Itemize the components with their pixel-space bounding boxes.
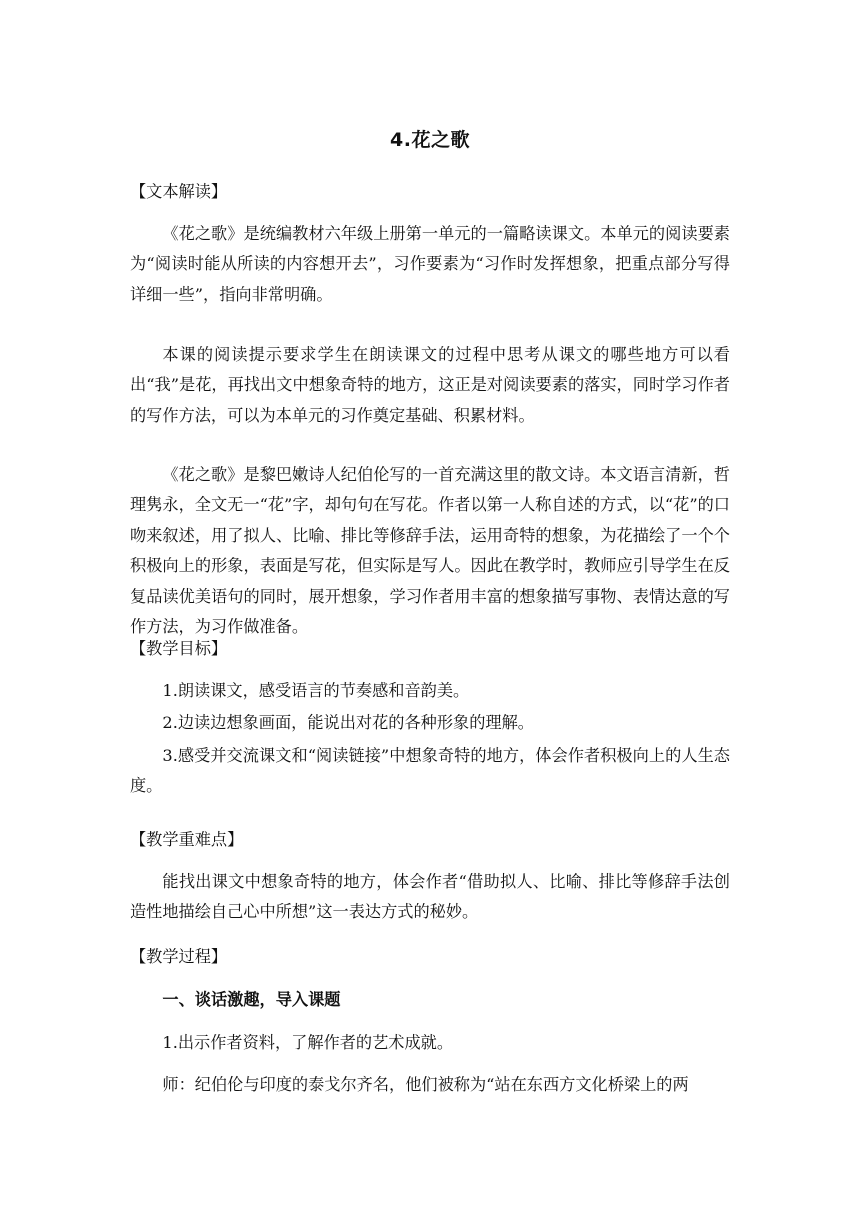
section-heading-text-analysis: 【文本解读】	[130, 182, 228, 201]
process-step-1-text: 师：纪伯伦与印度的泰戈尔齐名，他们被称为“站在东西方文化桥梁上的两	[162, 1075, 689, 1094]
goal-item-3: 3.感受并交流课文和“阅读链接”中想象奇特的地方，体会作者积极向上的人生态度。	[130, 746, 730, 796]
paragraph-text-analysis-1: 《花之歌》是统编教材六年级上册第一单元的一篇略读课文。本单元的阅读要素为“阅读时能从所读的内容想开去”，习作要素为“习作时发挥想象，把重点部分写得详细一些”，指向非常明确。	[130, 224, 730, 304]
section-heading-key-difficulties: 【教学重难点】	[130, 830, 244, 849]
goal-item-2: 2.边读边想象画面，能说出对花的各种形象的理解。	[162, 713, 534, 732]
section-heading-teaching-process: 【教学过程】	[130, 947, 228, 966]
process-step-1-title: 一、谈话激趣，导入课题	[162, 990, 341, 1009]
paragraph-text-analysis-3: 《花之歌》是黎巴嫩诗人纪伯伦写的一首充满这里的散文诗。本文语言清新，哲理隽永，全文无一“花”字，却句句在写花。作者以第一人称自述的方式，以“花”的口吻来叙述，用了拟人、比喻、排比等修辞手法，运用奇特的想象，为花描绘了一个个积极向上的形象，表面是写花，但实际是写人。因此在教学时，教师应引导学生在反复品读优美语句的同时，展开想象，学习作者用丰富的想象描写事物、表情达意的写作方法，为习作做准备。	[130, 465, 730, 637]
paragraph-key-difficulties: 能找出课文中想象奇特的地方，体会作者“借助拟人、比喻、排比等修辞手法创造性地描绘自己心中所想”这一表达方式的秘妙。	[130, 872, 730, 922]
goal-item-1: 1.朗读课文，感受语言的节奏感和音韵美。	[162, 681, 470, 700]
document-title: 4.花之歌	[390, 129, 470, 151]
paragraph-text-analysis-2: 本课的阅读提示要求学生在朗读课文的过程中思考从课文的哪些地方可以看出“我”是花，再找出文中想象奇特的地方，这正是对阅读要素的落实，同时学习作者的写作方法，可以为本单元的习作奠定基础、积累材料。	[130, 345, 730, 425]
process-step-1-item: 1.出示作者资料，了解作者的艺术成就。	[162, 1033, 454, 1052]
section-heading-teaching-goals: 【教学目标】	[130, 639, 228, 658]
